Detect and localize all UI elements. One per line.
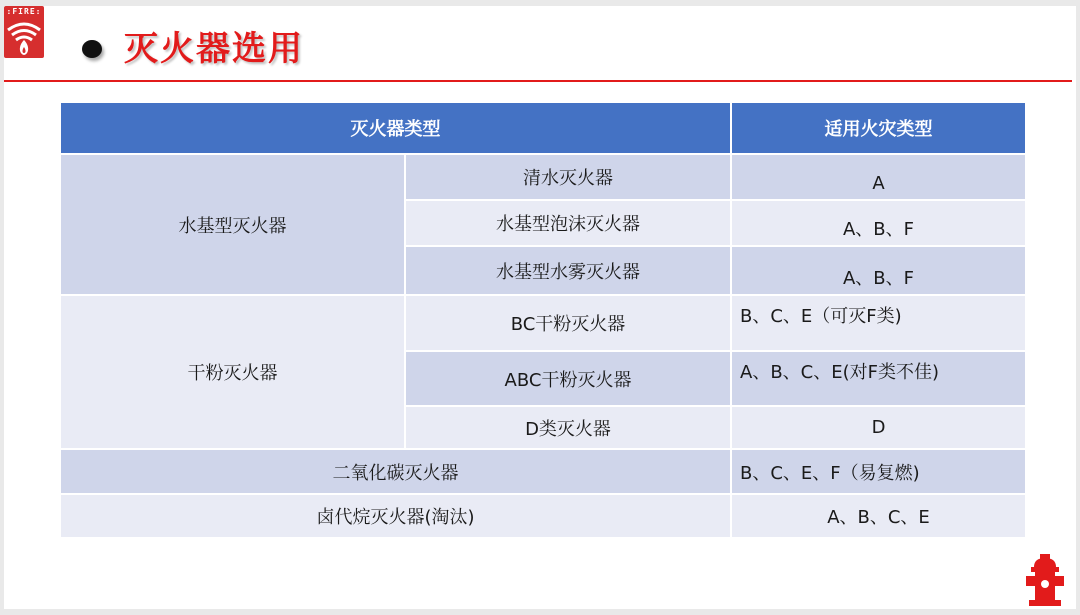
table-row-type: 清水灭火器 (406, 155, 730, 199)
table-row-type: BC干粉灭火器 (406, 296, 730, 350)
page-title: 灭火器选用 (124, 29, 304, 69)
header-extinguisher-type: 灭火器类型 (61, 103, 730, 153)
slide (4, 6, 1076, 609)
table-row-fire-class: B、C、E（可灭F类) (732, 296, 1025, 350)
table-row-type: 卤代烷灭火器(淘汰) (61, 495, 730, 537)
table-row-fire-class: A、B、C、E(对F类不佳) (732, 352, 1025, 405)
table-row-fire-class: A、B、F (732, 247, 1025, 294)
fire-logo-icon (4, 18, 44, 58)
table-row-fire-class: A (732, 155, 1025, 199)
table-row-fire-class: A、B、C、E (732, 495, 1025, 537)
fire-hydrant-icon (1024, 554, 1066, 606)
table-row-type: 水基型泡沫灭火器 (406, 201, 730, 245)
table-row-type: 二氧化碳灭火器 (61, 450, 730, 493)
bullet-dot (82, 40, 102, 58)
group-water-based: 水基型灭火器 (61, 155, 404, 294)
table-row-type: D类灭火器 (406, 407, 730, 448)
extinguisher-table (61, 103, 1025, 537)
logo-text: :FIRE: (6, 7, 42, 16)
group-dry-powder: 干粉灭火器 (61, 296, 404, 448)
fire-logo (4, 6, 44, 58)
table-row-fire-class: B、C、E、F（易复燃) (732, 450, 1025, 493)
title-divider (4, 80, 1072, 82)
table-row-type: ABC干粉灭火器 (406, 352, 730, 405)
table-row-fire-class: D (732, 407, 1025, 448)
header-fire-class: 适用火灾类型 (732, 103, 1025, 153)
table-row-type: 水基型水雾灭火器 (406, 247, 730, 294)
table-row-fire-class: A、B、F (732, 201, 1025, 245)
